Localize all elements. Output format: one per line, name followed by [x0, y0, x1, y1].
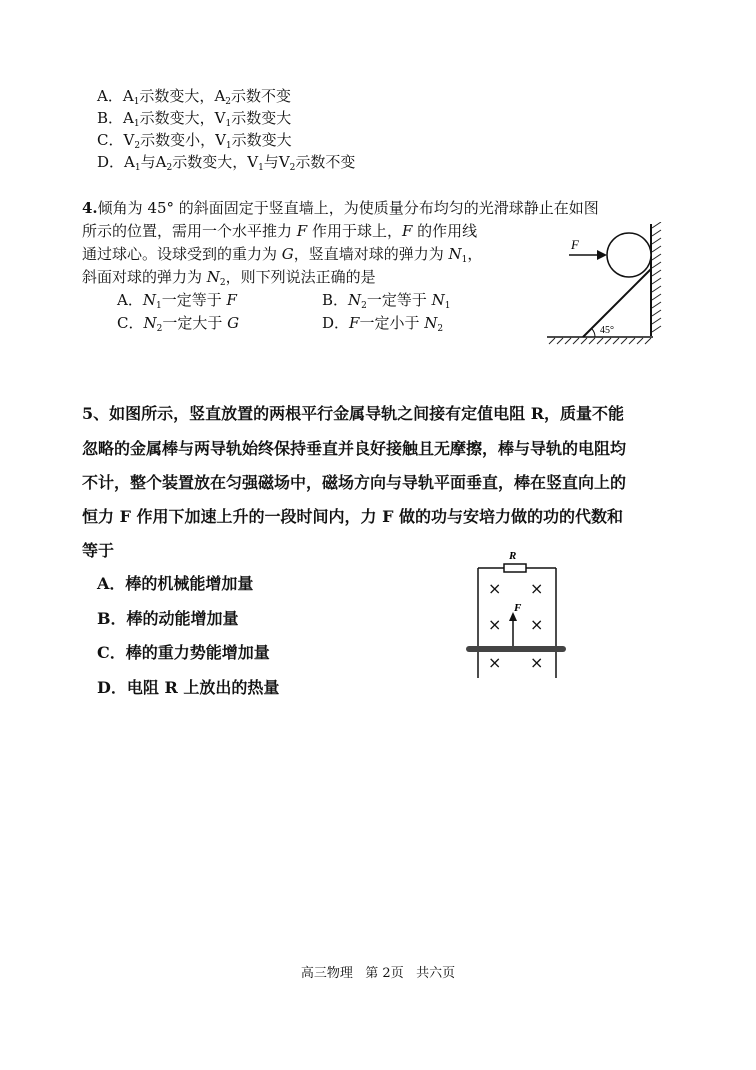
q5-option-d: [97, 678, 279, 698]
subscript: 1: [444, 301, 451, 311]
incline-ball-figure: [545, 222, 667, 346]
q4-line-3: [82, 244, 482, 264]
variable-f: F: [226, 291, 237, 309]
option-text: 一定大于: [162, 314, 228, 332]
field-cross-icon: ×: [530, 653, 544, 672]
question-text: ，竖直墙对球的弹力为: [293, 245, 449, 263]
meter-subscript: 1: [225, 141, 232, 151]
meter-symbol: V: [215, 131, 226, 149]
variable-n: N: [431, 291, 445, 309]
option-text: 一定等于: [366, 291, 432, 309]
question-text: 的作用线: [412, 222, 478, 240]
variable-f: F: [401, 222, 413, 240]
q5-option-c: [97, 643, 270, 663]
angle-arc: [592, 329, 595, 337]
question-text: ，: [467, 245, 483, 263]
variable-g: G: [281, 245, 294, 263]
variable-n: N: [142, 291, 156, 309]
option-label: A．: [117, 291, 143, 309]
option-text: 棒的重力势能增加量: [125, 643, 270, 662]
option-text: 棒的机械能增加量: [125, 574, 254, 593]
variable-g: G: [227, 314, 240, 332]
field-cross-icon: ×: [530, 579, 544, 598]
q5-line-1: 5、如图所示，竖直放置的两根平行金属导轨之间接有定值电阻 R，质量不能: [82, 404, 625, 423]
question-text: ，则下列说法正确的是: [225, 268, 376, 286]
option-text: 示数变大: [231, 131, 292, 149]
meter-symbol: V: [214, 109, 226, 127]
option-label: D．: [97, 153, 125, 171]
option-label: C．: [97, 131, 124, 149]
footer-total: 共六页: [416, 966, 456, 981]
variable-n: N: [143, 314, 157, 332]
meter-symbol: A: [155, 153, 167, 171]
option-label: B．: [97, 109, 124, 127]
meter-subscript: 2: [289, 163, 296, 173]
field-cross-icon: ×: [488, 579, 502, 598]
q4-option-b: [322, 290, 451, 310]
option-text: 示数变小，: [140, 131, 216, 149]
wall-hatching: [652, 222, 661, 332]
option-label: A．: [97, 574, 126, 593]
option-label: C．: [117, 314, 144, 332]
variable-f: F: [349, 314, 360, 332]
option-text: 示数不变: [231, 87, 292, 105]
q5-line-3: 不计，整个装置放在匀强磁场中，磁场方向与导轨平面垂直，棒在竖直向上的: [82, 473, 627, 492]
meter-subscript: 1: [133, 97, 140, 107]
q5-line-2: 忽略的金属棒与两导轨始终保持垂直并良好接触且无摩擦，棒与导轨的电阻均: [82, 439, 627, 458]
q4-line-1: [82, 198, 599, 218]
rail-circuit-figure: [464, 548, 568, 680]
subscript: 2: [156, 324, 163, 334]
subscript: 2: [219, 278, 226, 288]
subscript: 1: [461, 255, 468, 265]
option-label: A．: [97, 87, 123, 105]
meter-symbol: V: [278, 153, 290, 171]
option-text: 与: [263, 153, 279, 171]
meter-symbol: V: [247, 153, 259, 171]
subscript: 2: [361, 301, 367, 311]
force-label: F: [514, 602, 522, 614]
ground-hatching: [549, 338, 651, 344]
option-label: B．: [97, 609, 127, 628]
q4-line-2: [82, 221, 477, 241]
option-text: 棒的动能增加量: [126, 609, 239, 628]
footer-subject: 高三物理: [300, 966, 353, 981]
q5-option-a: [97, 574, 253, 594]
question-text: 所示的位置，需用一个水平推力: [82, 222, 297, 240]
meter-symbol: V: [123, 131, 135, 149]
option-text: 示数变大，: [139, 87, 215, 105]
question-text: 倾角为 45° 的斜面固定于竖直墙上，为使质量分布均匀的光滑球静止在如图: [97, 199, 599, 217]
question-text: 通过球心。设球受到的重力为: [82, 245, 282, 263]
q5-option-b: [97, 609, 239, 629]
ball: [607, 233, 651, 277]
q5-line-4: 恒力 F 作用下加速上升的一段时间内，力 F 做的功与安培力做的功的代数和: [82, 507, 624, 526]
incline: [583, 269, 651, 337]
meter-symbol: A: [122, 87, 134, 105]
page-footer: [0, 962, 756, 981]
angle-label: 45°: [600, 325, 614, 336]
meter-subscript: 2: [166, 163, 173, 173]
q3-option-c: [97, 130, 292, 150]
q5-line-5: 等于: [82, 541, 115, 560]
meter-symbol: A: [123, 109, 134, 127]
option-text: 示数变大，: [139, 109, 215, 127]
subscript: 1: [155, 301, 162, 311]
field-cross-icon: ×: [488, 653, 502, 672]
arrowhead-icon: [597, 250, 607, 260]
q3-option-d: [97, 152, 355, 172]
meter-subscript: 1: [134, 163, 141, 173]
meter-subscript: 1: [133, 119, 140, 129]
force-label: F: [571, 237, 579, 252]
q4-option-a: [117, 290, 237, 310]
footer-page: 第 2页: [365, 966, 404, 981]
question-text: 作用于球上，: [307, 222, 402, 240]
meter-symbol: A: [214, 87, 226, 105]
option-text: 一定等于: [161, 291, 227, 309]
q4-line-4: [82, 267, 376, 287]
variable-n: N: [348, 291, 362, 309]
variable-n: N: [424, 314, 438, 332]
subscript: 2: [437, 324, 444, 334]
option-text: 一定小于: [359, 314, 425, 332]
q3-option-a: [97, 86, 291, 106]
resistor: [504, 564, 526, 572]
option-label: D．: [97, 678, 127, 697]
q4-option-c: [117, 313, 239, 333]
meter-subscript: 1: [258, 163, 264, 173]
q4-option-d: [322, 313, 443, 333]
meter-subscript: 2: [225, 97, 232, 107]
meter-subscript: 1: [225, 119, 232, 129]
option-text: 与: [140, 153, 156, 171]
option-text: 示数不变: [295, 153, 356, 171]
field-cross-icon: ×: [530, 615, 544, 634]
question-number: 4.: [82, 199, 98, 217]
option-label: B．: [322, 291, 349, 309]
resistor-label: R: [509, 550, 517, 562]
option-text: 示数变大: [231, 109, 292, 127]
variable-n: N: [206, 268, 220, 286]
option-label: C．: [97, 643, 126, 662]
option-text: 示数变大，: [172, 153, 248, 171]
meter-subscript: 2: [134, 141, 141, 151]
field-cross-icon: ×: [488, 615, 502, 634]
variable-f: F: [296, 222, 308, 240]
option-text: 电阻 R 上放出的热量: [126, 678, 280, 697]
q3-option-b: [97, 108, 291, 128]
variable-n: N: [448, 245, 462, 263]
option-label: D．: [322, 314, 350, 332]
meter-symbol: A: [124, 153, 135, 171]
question-text: 斜面对球的弹力为: [82, 268, 207, 286]
metal-rod: [466, 646, 566, 652]
